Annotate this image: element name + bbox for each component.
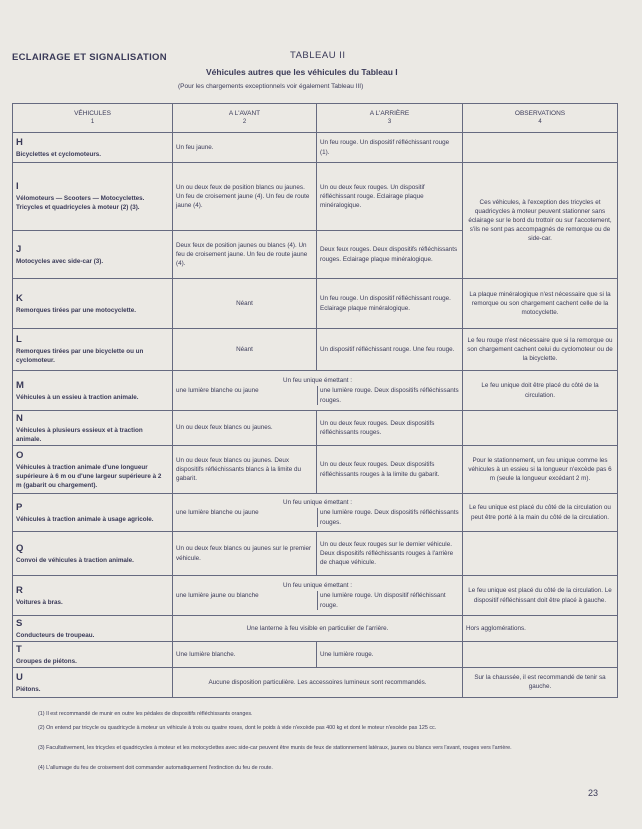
rear-light-text: une lumière rouge. Un dispositif réfléchissant rouge. [317,591,459,609]
front-cell: Un ou deux feux blancs ou jaunes. [173,411,317,446]
observations-cell: Hors agglomérations. [463,616,618,642]
observations-cell [463,133,618,163]
front-cell: Un ou deux feux blancs ou jaunes sur le premier véhicule. [173,532,317,576]
table-row [13,329,618,371]
table-row [13,279,618,329]
front-cell: Deux feux de position jaunes ou blancs (4). Un feu de croisement jaune. Un feu de route jaune (4). [173,231,317,279]
column-header-observations: OBSERVATIONS 4 [463,104,618,133]
rear-cell: Un feu rouge. Un dispositif réfléchissant rouge (1). [317,133,463,163]
table-row [13,667,618,697]
observations-cell [463,641,618,667]
table-subtitle: Véhicules autres que les véhicules du Tableau I [206,67,398,77]
footnote: (2) On entend par tricycle ou quadricycle à moteur un véhicule à trois ou quatre roues, dont le poids à vide n'excède pas 400 kg et dont le moteur n'excède pas 125 cc. [38,725,437,731]
table-row [13,133,618,163]
column-header-rear: A L'ARRIÈRE 3 [317,104,463,133]
rear-cell: Un feu rouge. Un dispositif réfléchissant rouge. Eclairage plaque minéralogique. [317,279,463,329]
vehicle-cell: UPiétons. [13,667,173,697]
table-row [13,616,618,642]
front-cell: Une lumière blanche. [173,641,317,667]
vehicle-cell: KRemorques tirées par une motocyclette. [13,279,173,329]
vehicle-cell: HBicyclettes et cyclomoteurs. [13,133,173,163]
table-header-row [13,104,618,133]
observations-cell: Sur la chaussée, il est recommandé de tenir sa gauche. [463,667,618,697]
row-letter: T [16,643,22,655]
vehicle-cell: MVéhicules à un essieu à traction animale. [13,371,173,411]
light-cell: Aucune disposition particulière. Les accessoires lumineux sont recommandés. [173,667,463,697]
table-row [13,532,618,576]
row-letter: O [16,449,24,461]
footnote: (3) Facultativement, les tricycles et quadricycles à moteur et les motocyclettes avec side-car peuvent être munis de feux de stationnement latéraux, jaunes ou blancs vers l'avant, rouges vers l'arrière. [38,745,512,751]
rear-cell: Un ou deux feux rouges. Un dispositif réfléchissant rouge. Eclairage plaque minéralogique. [317,163,463,231]
vehicle-cell: NVéhicules à plusieurs essieux et à traction animale. [13,411,173,446]
rear-cell: Un dispositif réfléchissant rouge. Une feu rouge. [317,329,463,371]
rear-cell: Un ou deux feux rouges. Deux dispositifs réfléchissants rouges à la limite du gabarit. [317,446,463,494]
rear-cell: Un ou deux feux rouges. Deux dispositifs réfléchissants rouges. [317,411,463,446]
vehicle-cell: TGroupes de piétons. [13,641,173,667]
front-cell: Néant [173,279,317,329]
vehicle-cell: OVéhicules à traction animale d'une longueur supérieure à 6 m ou d'une largeur supérieure à 2 m (gabarit ou chargement). [13,446,173,494]
light-cell [173,494,463,532]
row-letter: S [16,618,23,630]
vehicle-cell: SConducteurs de troupeau. [13,616,173,642]
row-letter: L [16,334,22,346]
row-letter: Q [16,543,24,555]
table-row [13,411,618,446]
table-row [13,446,618,494]
regulation-table [12,103,618,698]
row-letter: P [16,502,23,514]
row-letter: J [16,244,22,256]
section-title: ECLAIRAGE ET SIGNALISATION [12,52,167,63]
vehicle-cell: RVoitures à bras. [13,576,173,616]
vehicle-cell: LRemorques tirées par une bicyclette ou un cyclomoteur. [13,329,173,371]
table-row [13,371,618,411]
table-title: TABLEAU II [290,50,346,61]
light-cell: Une lanterne à feu visible en particulier de l'arrière. [173,616,463,642]
page-number: 23 [588,788,599,798]
footnote: (1) Il est recommandé de munir en outre les pédales de dispositifs réfléchissants oranges. [38,711,253,717]
front-light-text: une lumière blanche ou jaune [176,387,259,395]
rear-light-text: une lumière rouge. Deux dispositifs réfléchissants rouges. [317,508,459,526]
observations-cell: La plaque minéralogique n'est nécessaire que si la remorque ou son chargement cachent celle de la motocyclette. [463,279,618,329]
front-cell: Un feu jaune. [173,133,317,163]
table-row [13,641,618,667]
vehicle-cell: PVéhicules à traction animale à usage agricole. [13,494,173,532]
observations-cell [463,411,618,446]
common-light-text: Un feu unique émettant : [283,499,352,507]
table-row [13,163,618,231]
light-cell [173,576,463,616]
observations-cell [463,532,618,576]
row-letter: H [16,137,23,149]
row-letter: I [16,181,19,193]
front-cell: Néant [173,329,317,371]
vehicle-cell: QConvoi de véhicules à traction animale. [13,532,173,576]
front-light-text: une lumière jaune ou blanche [176,592,259,600]
table-row [13,494,618,532]
common-light-text: Un feu unique émettant : [283,582,352,590]
row-letter: M [16,380,24,392]
light-cell [173,371,463,411]
column-header-vehicles: VÉHICULES 1 [13,104,173,133]
row-letter: R [16,585,23,597]
common-light-text: Un feu unique émettant : [283,377,352,385]
front-light-text: une lumière blanche ou jaune [176,509,259,517]
rear-cell: Deux feux rouges. Deux dispositifs réfléchissants rouges. Eclairage plaque minéralogique. [317,231,463,279]
column-header-front: A L'AVANT 2 [173,104,317,133]
rear-light-text: une lumière rouge. Deux dispositifs réfléchissants rouges. [317,386,459,404]
observations-cell: Ces véhicules, à l'exception des tricycles et quadricycles à moteur peuvent stationner sans éclairage sur le bord du trottoir ou sur l'accotement, s'ils ne sont pas accompagnés de remorque ou de side-car. [463,163,618,279]
vehicle-cell: IVélomoteurs — Scooters — Motocyclettes. Tricycles et quadricycles à moteur (2) (3). [13,163,173,231]
row-letter: U [16,671,23,683]
table-note: (Pour les chargements exceptionnels voir également Tableau III) [178,83,364,90]
observations-cell: Le feu unique doit être placé du côté de la circulation. [463,371,618,411]
observations-cell: Le feu rouge n'est nécessaire que si la remorque ou son chargement cachent celui du cyclomoteur ou de la bicyclette. [463,329,618,371]
front-cell: Un ou deux feux blancs ou jaunes. Deux dispositifs réfléchissants blancs à la limite du gabarit. [173,446,317,494]
observations-cell: Le feu unique est placé du côté de la circulation. Le dispositif réfléchissant doit être placé à gauche. [463,576,618,616]
observations-cell: Pour le stationnement, un feu unique comme les véhicules à un essieu si la longueur n'excède pas 6 m (seule la longueur excédant 2 m). [463,446,618,494]
rear-cell: Une lumière rouge. [317,641,463,667]
vehicle-cell: JMotocycles avec side-car (3). [13,231,173,279]
rear-cell: Un ou deux feux rouges sur le dernier véhicule. Deux dispositifs réfléchissants rouges à l'arrière de chaque véhicule. [317,532,463,576]
observations-cell: Le feu unique est placé du côté de la circulation ou peut être porté à la main du côté de la circulation. [463,494,618,532]
row-letter: K [16,293,23,305]
front-cell: Un ou deux feux de position blancs ou jaunes. Un feu de croisement jaune (4). Un feu de route jaune (4). [173,163,317,231]
table-row [13,576,618,616]
row-letter: N [16,413,23,424]
footnote: (4) L'allumage du feu de croisement doit commander automatiquement l'extinction du feu de route. [38,765,273,771]
